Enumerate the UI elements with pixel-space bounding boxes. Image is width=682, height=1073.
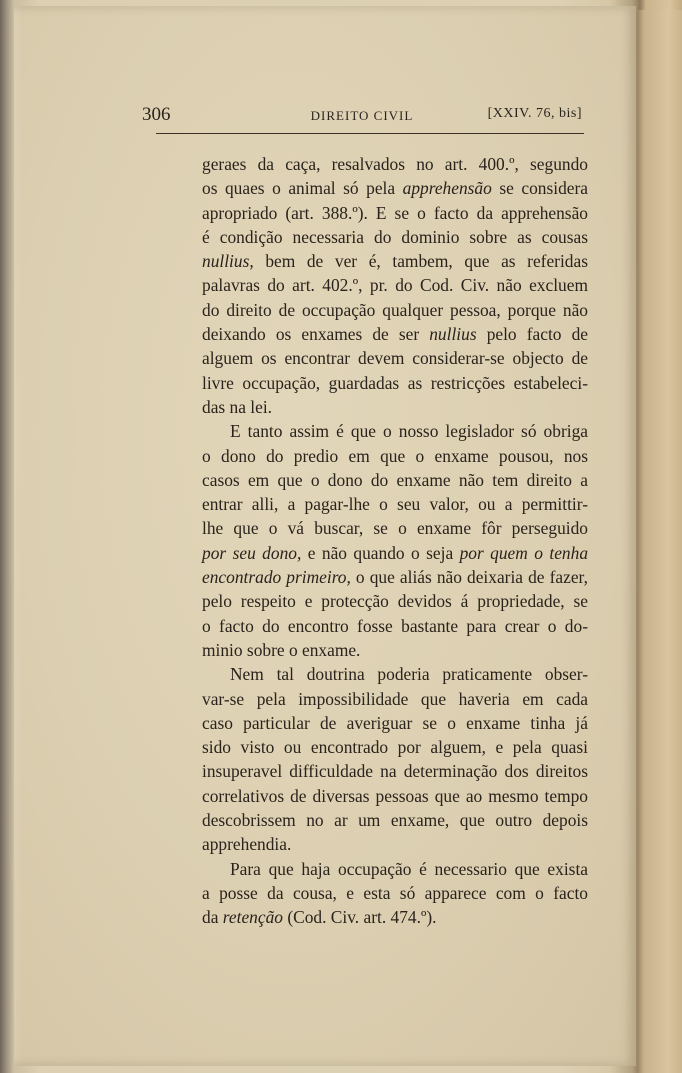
text-run: se considera [491, 178, 588, 199]
text-run: do direito de occupação qualquer pessoa, porque não [202, 299, 588, 320]
text-line [202, 905, 588, 929]
text-line [202, 735, 588, 759]
text-run: sido visto ou encontrado por alguem, e pela quasi [202, 737, 588, 758]
text-run: pelo facto de [476, 324, 588, 345]
text-line [202, 759, 588, 783]
text-line [202, 711, 588, 735]
text-line [202, 492, 588, 516]
text-run: apropriado (art. 388.º). E se o facto da apprehensão [202, 202, 588, 223]
italic-text: nullius [429, 324, 477, 345]
text-line [202, 638, 588, 662]
text-line [202, 346, 588, 370]
body-text [202, 152, 588, 930]
text-line [202, 176, 588, 200]
text-line [202, 857, 588, 881]
text-line [202, 371, 588, 395]
text-line [202, 419, 588, 443]
italic-text: encontrado primeiro, [202, 567, 351, 588]
text-line [202, 395, 588, 419]
text-run: e não quando o seja [301, 542, 460, 563]
text-run: E tanto assim é que o nosso legislador só obriga [230, 421, 588, 442]
italic-text: por seu dono, [202, 542, 302, 563]
text-run: var-se pela impossibilidade que haveria em cada [202, 688, 588, 709]
text-run: o dono do predio em que o enxame pousou, nos [202, 445, 588, 466]
text-line [202, 687, 588, 711]
text-run: o que aliás não deixaria de fazer, [350, 567, 588, 588]
text-line [202, 808, 588, 832]
text-line [202, 249, 588, 273]
page-number: 306 [142, 104, 171, 125]
text-line [202, 298, 588, 322]
text-run: livre occupação, guardadas as restricções estabeleci- [202, 372, 588, 393]
text-run: da [202, 907, 223, 928]
text-run: caso particular de averiguar se o enxame tinha já [202, 712, 588, 733]
text-run: a posse da cousa, e esta só apparece com o facto [202, 882, 588, 903]
text-run: lhe que o vá buscar, se o enxame fôr perseguido [202, 518, 588, 539]
text-run: minio sobre o enxame. [202, 639, 361, 660]
text-line [202, 662, 588, 686]
text-run: entrar alli, a pagar-lhe o seu valor, ou a permittir- [202, 494, 588, 515]
text-run: é condição necessaria do dominio sobre as cousas [202, 226, 588, 247]
text-line [202, 273, 588, 297]
text-run: os quaes o animal só pela [202, 178, 403, 199]
text-line [202, 784, 588, 808]
text-run: Para que haja occupação é necessario que exista [230, 858, 588, 879]
text-line [202, 589, 588, 613]
section-reference: [XXIV. 76, bis] [487, 106, 582, 121]
text-line [202, 201, 588, 225]
text-run: descobrissem no ar um enxame, que outro depois [202, 810, 588, 831]
text-run: alguem os encontrar devem considerar-se objecto de [202, 348, 588, 369]
running-title: DIREITO CIVIL [310, 108, 414, 123]
text-run: das na lei. [202, 396, 273, 417]
text-line [202, 516, 588, 540]
text-run: o facto do encontro fosse bastante para crear o do- [202, 615, 588, 636]
text-line [202, 322, 588, 346]
text-line [202, 614, 588, 638]
text-line [202, 152, 588, 176]
text-line [202, 881, 588, 905]
text-run: insuperavel difficuldade na determinação dos direitos [202, 761, 588, 782]
text-line [202, 468, 588, 492]
text-run: correlativos de diversas pessoas que ao mesmo tempo [202, 785, 588, 806]
text-run: Nem tal doutrina poderia praticamente obser- [230, 664, 588, 685]
italic-text: por quem o tenha [459, 542, 589, 563]
text-line [202, 832, 588, 856]
italic-text: apprehensão [402, 178, 492, 199]
italic-text: nullius, [202, 251, 254, 272]
facing-page-edge [638, 10, 682, 1073]
text-run: casos em que o dono do enxame não tem direito a [202, 469, 588, 490]
text-run: palavras do art. 402.º, pr. do Cod. Civ. não excluem [202, 275, 588, 296]
italic-text: retenção [222, 907, 283, 928]
header-rule [156, 133, 584, 134]
text-run: geraes da caça, resalvados no art. 400.º, segundo [202, 154, 588, 174]
text-run: pelo respeito e protecção devidos á propriedade, se [202, 591, 588, 612]
text-run: deixando os enxames de ser [202, 324, 430, 345]
text-line [202, 541, 588, 565]
text-run: (Cod. Civ. art. 474.º). [282, 907, 437, 928]
text-line [202, 225, 588, 249]
text-line [202, 565, 588, 589]
running-header [142, 104, 582, 126]
text-run: bem de ver é, tambem, que as referidas [253, 251, 588, 272]
text-run: apprehendia. [202, 834, 292, 855]
text-line [202, 444, 588, 468]
